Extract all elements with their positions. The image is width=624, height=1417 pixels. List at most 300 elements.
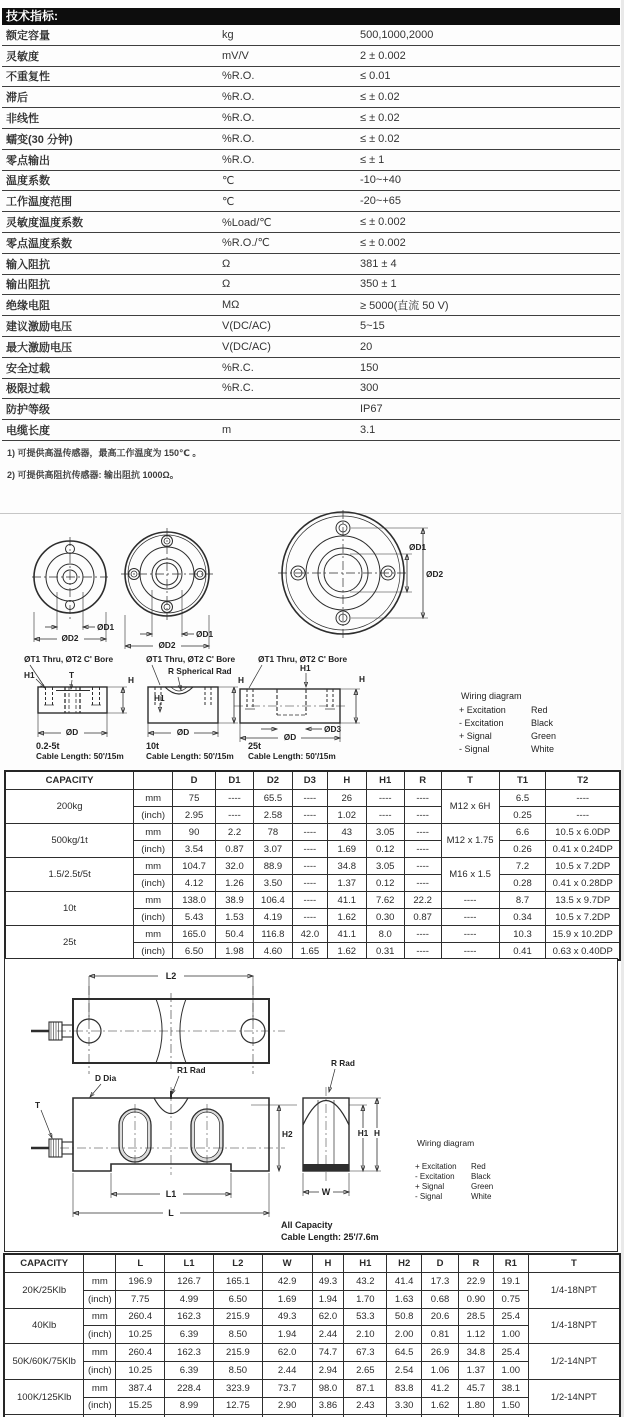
spec-value: 3.1	[360, 424, 376, 437]
beam-drawing-box	[4, 958, 618, 1252]
dim-cell: 162.3	[165, 1344, 214, 1362]
dim-row	[4, 1308, 620, 1326]
spec-value: ≤ 0.01	[360, 70, 391, 83]
dim-cell: 1.37	[327, 875, 366, 892]
dim-cell: 17.3	[422, 1273, 459, 1291]
spec-row	[2, 399, 620, 420]
dim-cell: 6.39	[165, 1361, 214, 1379]
dim-cell: 10.25	[116, 1326, 165, 1344]
dim-cell: 138.0	[173, 892, 216, 909]
dim-cell: 2.10	[344, 1326, 387, 1344]
dim-col-header	[134, 771, 173, 790]
dim-cell: 1.02	[327, 807, 366, 824]
unit-cell: mm	[134, 858, 173, 875]
spec-unit: kg	[222, 28, 234, 41]
dim-cell: 15.9 x 10.2DP	[546, 926, 620, 943]
variant-range: 25t	[248, 741, 262, 751]
wiring-color: Green	[471, 1182, 494, 1191]
dim-col-header: CAPACITY	[5, 771, 134, 790]
dim-cell: 0.75	[493, 1290, 528, 1308]
dim-cell: 1.06	[422, 1361, 459, 1379]
wiring-diagram	[459, 691, 556, 754]
dim-cell: 6.6	[499, 824, 546, 841]
dim-cell: 1.70	[344, 1290, 387, 1308]
dim-cell: 8.7	[499, 892, 546, 909]
dim-cell: 50.8	[387, 1308, 422, 1326]
dim-cell: 2.2	[216, 824, 254, 841]
dim-cell: 7.2	[499, 858, 546, 875]
spec-row	[2, 233, 620, 254]
wiring-color: Black	[471, 1172, 491, 1181]
dim-cell: ----	[292, 824, 327, 841]
wiring-color: White	[531, 744, 555, 754]
dim-cell: 10.5 x 7.2DP	[546, 909, 620, 926]
spec-name: 温度系数	[6, 175, 50, 188]
dim-cell: 3.05	[366, 824, 404, 841]
dim-col-header: D	[173, 771, 216, 790]
thread-cell: 1/2-14NPT	[528, 1379, 620, 1415]
dim-label-d: ØD	[176, 727, 190, 737]
top-view-large-cell	[278, 510, 443, 638]
spec-name: 额定容量	[6, 29, 50, 42]
wiring-signal: - Excitation	[459, 718, 504, 728]
dim-cell: ----	[404, 790, 441, 807]
dim-cell: 73.7	[262, 1379, 312, 1397]
wiring-title: Wiring diagram	[417, 1138, 475, 1148]
unit-cell: (inch)	[84, 1290, 116, 1308]
capacity-cell: 40Klb	[4, 1308, 84, 1344]
dim-cell: 2.58	[253, 807, 292, 824]
dim-cell: 20.6	[422, 1308, 459, 1326]
capacity-cell: 10t	[5, 892, 134, 926]
spec-name: 防护等级	[6, 404, 50, 417]
dim-cell: 260.4	[116, 1344, 165, 1362]
dim-label-d1: ØD1	[409, 542, 427, 552]
dim-label-d2: ØD2	[61, 633, 79, 643]
dim-row	[4, 1344, 620, 1362]
footnote: 1) 可提供高温传感器，最高工作温度为 150℃ 。	[7, 448, 202, 458]
dim-cell: 2.00	[387, 1326, 422, 1344]
dim-cell: 88.9	[253, 858, 292, 875]
dim-cell: 2.94	[312, 1361, 344, 1379]
thread-cell: 1/2-14NPT	[528, 1344, 620, 1380]
dim-cell: 0.90	[458, 1290, 493, 1308]
dim-cell: 0.34	[499, 909, 546, 926]
spherical-callout: R Spherical Rad	[168, 666, 232, 676]
capacity-cell: 50K/60K/75Klb	[4, 1344, 84, 1380]
dim-col-header: L	[116, 1254, 165, 1273]
dim-cell: 22.9	[458, 1273, 493, 1291]
capacity-cell: 20K/25Klb	[4, 1273, 84, 1309]
dim-cell: ----	[404, 875, 441, 892]
dim-cell: 8.0	[366, 926, 404, 943]
dim-cell: ----	[441, 943, 499, 961]
dim-col-header: CAPACITY	[4, 1254, 84, 1273]
dim-cell: 12.75	[213, 1397, 262, 1415]
dim-header-row	[4, 1254, 620, 1273]
dim-label-d3: ØD3	[324, 724, 342, 734]
dim-cell: ----	[216, 790, 254, 807]
dim-label-h: H	[128, 675, 134, 685]
spec-unit: %Load/℃	[222, 216, 272, 229]
unit-cell: mm	[134, 790, 173, 807]
dim-cell: 2.95	[173, 807, 216, 824]
dim-cell: 4.60	[253, 943, 292, 961]
spec-value: 20	[360, 340, 373, 353]
dim-cell: 10.25	[116, 1361, 165, 1379]
dim-cell: 10.3	[499, 926, 546, 943]
spec-name: 输入阻抗	[6, 258, 50, 271]
dim-cell: 65.5	[253, 790, 292, 807]
spec-row	[2, 150, 620, 171]
spec-unit: %R.O./℃	[222, 237, 270, 250]
spec-unit: %R.O.	[222, 112, 255, 125]
dim-cell: ----	[441, 892, 499, 909]
spec-row	[2, 171, 620, 192]
dim-label-r-rad: R Rad	[331, 1058, 355, 1068]
dim-cell: 26	[327, 790, 366, 807]
unit-cell: mm	[84, 1273, 116, 1291]
dim-cell: 62.0	[312, 1308, 344, 1326]
dim-col-header	[84, 1254, 116, 1273]
dim-col-header: H	[327, 771, 366, 790]
dim-row	[4, 1397, 620, 1415]
dim-col-header: T	[528, 1254, 620, 1273]
unit-cell: (inch)	[134, 909, 173, 926]
dim-cell: 42.9	[262, 1273, 312, 1291]
unit-cell: (inch)	[134, 841, 173, 858]
footnotes	[7, 446, 201, 490]
dim-cell: 0.31	[366, 943, 404, 961]
bore-callout: ØT1 Thru, ØT2 C' Bore	[258, 654, 348, 664]
dim-cell: 41.2	[422, 1379, 459, 1397]
dim-col-header: L1	[165, 1254, 214, 1273]
dim-col-header: H1	[344, 1254, 387, 1273]
dim-label-h: H	[359, 674, 365, 684]
dim-cell: ----	[366, 807, 404, 824]
wiring-signal: - Signal	[459, 744, 490, 754]
dim-cell: ----	[366, 790, 404, 807]
section-title-bar	[2, 8, 620, 25]
spec-name: 输出阻抗	[6, 279, 50, 292]
thread-cell: 1/4-18NPT	[528, 1273, 620, 1309]
dim-cell: 387.4	[116, 1379, 165, 1397]
dim-cell: 4.99	[165, 1290, 214, 1308]
capacity-cell: 25t	[5, 926, 134, 961]
dim-row	[5, 926, 620, 943]
dim-cell: 4.19	[253, 909, 292, 926]
dim-cell: ----	[216, 807, 254, 824]
dim-cell: 67.3	[344, 1344, 387, 1362]
dim-cell: 45.7	[458, 1379, 493, 1397]
dim-label-l2: L2	[165, 971, 177, 981]
spec-name: 灵敏度温度系数	[6, 217, 83, 230]
spec-name: 极限过载	[6, 383, 50, 396]
dim-cell: 6.50	[173, 943, 216, 961]
dim-cell: 196.9	[116, 1273, 165, 1291]
dim-cell: 1.62	[327, 943, 366, 961]
spec-unit: %R.O.	[222, 132, 255, 145]
dim-cell: 4.12	[173, 875, 216, 892]
dim-label-d: ØD	[65, 727, 79, 737]
all-capacity-label: All Capacity	[281, 1220, 333, 1230]
top-view-small-cell	[32, 537, 114, 643]
dim-cell: 104.7	[173, 858, 216, 875]
wiring-title: Wiring diagram	[461, 691, 522, 701]
unit-cell: mm	[134, 926, 173, 943]
dim-cell: 19.1	[493, 1273, 528, 1291]
dim-cell: ----	[292, 875, 327, 892]
spec-name: 非线性	[6, 113, 39, 126]
dim-label-d2: ØD2	[158, 640, 176, 650]
dim-col-header: R	[458, 1254, 493, 1273]
dim-cell: ----	[404, 858, 441, 875]
dim-cell: 50.4	[216, 926, 254, 943]
dim-cell: 3.30	[387, 1397, 422, 1415]
dim-cell: 25.4	[493, 1308, 528, 1326]
wiring-color: Red	[471, 1162, 486, 1171]
spec-row	[2, 46, 620, 67]
dim-col-header: R1	[493, 1254, 528, 1273]
spec-row	[2, 25, 620, 46]
spec-name: 灵敏度	[6, 50, 39, 63]
side-view-25t	[234, 654, 365, 761]
spec-name: 滞后	[6, 92, 28, 105]
dim-cell: 8.50	[213, 1326, 262, 1344]
dim-cell: 34.8	[458, 1344, 493, 1362]
wiring-signal: - Signal	[415, 1192, 443, 1201]
dim-cell: 3.86	[312, 1397, 344, 1415]
dim-cell: ----	[404, 926, 441, 943]
dim-cell: 1.65	[292, 943, 327, 961]
side-view-10t	[146, 654, 244, 761]
dim-cell: 1.62	[327, 909, 366, 926]
dim-row	[4, 1361, 620, 1379]
capacity-cell: 1.5/2.5t/5t	[5, 858, 134, 892]
dim-cell: 2.65	[344, 1361, 387, 1379]
unit-cell: (inch)	[134, 943, 173, 961]
dim-cell: 8.99	[165, 1397, 214, 1415]
spec-name: 蠕变(30 分钟)	[6, 133, 73, 146]
dim-cell: 165.1	[213, 1273, 262, 1291]
dim-cell: 0.81	[422, 1326, 459, 1344]
dim-cell: 3.05	[366, 858, 404, 875]
dim-cell: 22.2	[404, 892, 441, 909]
dim-cell: 215.9	[213, 1344, 262, 1362]
unit-cell: mm	[134, 824, 173, 841]
dimension-table-imperial	[3, 1253, 621, 1417]
spec-unit: ℃	[222, 174, 235, 187]
dim-cell: 0.25	[499, 807, 546, 824]
variant-range: 0.2-5t	[36, 741, 60, 751]
dim-cell: 126.7	[165, 1273, 214, 1291]
dim-col-header: H	[312, 1254, 344, 1273]
dim-cell: 49.3	[312, 1273, 344, 1291]
dim-row	[5, 892, 620, 909]
spec-row	[2, 295, 620, 316]
spec-unit: %R.O.	[222, 153, 255, 166]
unit-cell: mm	[134, 892, 173, 909]
spec-value: ≤ ± 0.02	[360, 132, 400, 145]
spec-unit: Ω	[222, 278, 231, 291]
dim-cell: 0.41 x 0.28DP	[546, 875, 620, 892]
spec-unit: Ω	[222, 257, 231, 270]
spec-value: ≤ ± 0.002	[360, 236, 406, 249]
dimension-table-metric	[4, 770, 621, 961]
beam-end-view	[303, 1058, 383, 1197]
top-view-medium-cell	[121, 528, 213, 650]
dim-cell: 0.30	[366, 909, 404, 926]
dim-label-d: ØD	[283, 732, 297, 742]
unit-cell: (inch)	[84, 1361, 116, 1379]
footnote: 2) 可提供高阻抗传感器: 输出阻抗 1000Ω。	[7, 470, 179, 480]
dim-cell: 38.9	[216, 892, 254, 909]
dim-label-t: T	[35, 1100, 41, 1110]
dim-label-d2: ØD2	[426, 569, 444, 579]
spec-unit: ℃	[222, 195, 235, 208]
unit-cell: (inch)	[134, 875, 173, 892]
dim-cell: ----	[292, 858, 327, 875]
dim-cell: ----	[404, 807, 441, 824]
page-title: 技术指标:	[6, 9, 58, 23]
dim-cell: ----	[292, 892, 327, 909]
variant-cable: Cable Length: 50'/15m	[146, 751, 234, 761]
dim-cell: ----	[404, 943, 441, 961]
spec-unit: V(DC/AC)	[222, 340, 271, 353]
spec-value: 150	[360, 361, 379, 374]
spec-row	[2, 129, 620, 150]
spec-unit: %R.C.	[222, 382, 254, 395]
thread-cell: M12 x 1.75	[441, 824, 499, 858]
dim-cell: 0.68	[422, 1290, 459, 1308]
dim-cell: 165.0	[173, 926, 216, 943]
spec-name: 零点温度系数	[6, 237, 72, 250]
dim-cell: ----	[404, 824, 441, 841]
dim-col-header: R	[404, 771, 441, 790]
bore-callout: ØT1 Thru, ØT2 C' Bore	[146, 654, 236, 664]
dim-cell: 6.50	[213, 1290, 262, 1308]
dim-cell: 0.87	[404, 909, 441, 926]
dim-cell: 6.39	[165, 1326, 214, 1344]
dim-row	[4, 1326, 620, 1344]
spec-value: ≤ ± 0.02	[360, 91, 400, 104]
dim-label-w: W	[321, 1187, 331, 1197]
dim-cell: 0.41	[499, 943, 546, 961]
dim-cell: 43.2	[344, 1273, 387, 1291]
dim-label-h1: H1	[24, 670, 35, 680]
dim-cell: 228.4	[165, 1379, 214, 1397]
dim-header-row	[5, 771, 620, 790]
spec-row	[2, 67, 620, 88]
dim-cell: 87.1	[344, 1379, 387, 1397]
dim-row	[5, 790, 620, 807]
spec-row	[2, 420, 620, 441]
dim-label-h1: H1	[300, 663, 311, 673]
dim-cell: 53.3	[344, 1308, 387, 1326]
dim-col-header: H2	[387, 1254, 422, 1273]
spec-row	[2, 358, 620, 379]
unit-cell: mm	[84, 1379, 116, 1397]
dim-label-d1: ØD1	[196, 629, 214, 639]
wiring-diagram	[415, 1138, 493, 1201]
dim-col-header: T2	[546, 771, 620, 790]
spec-name: 绝缘电阻	[6, 300, 50, 313]
spec-row	[2, 316, 620, 337]
dim-row	[4, 1379, 620, 1397]
dim-cell: 8.50	[213, 1361, 262, 1379]
dim-col-header: D	[422, 1254, 459, 1273]
dim-cell: 2.44	[262, 1361, 312, 1379]
dim-cell: ----	[441, 909, 499, 926]
dim-cell: 28.5	[458, 1308, 493, 1326]
dim-cell: ----	[546, 807, 620, 824]
beam-cell-drawing	[5, 959, 617, 1249]
dim-label-d-dia: D Dia	[95, 1073, 117, 1083]
spec-value: ≤ ± 0.02	[360, 112, 400, 125]
dim-label-d1: ØD1	[97, 622, 115, 632]
dim-cell: 78	[253, 824, 292, 841]
unit-cell: (inch)	[84, 1397, 116, 1415]
dim-cell: 38.1	[493, 1379, 528, 1397]
dim-label-h1: H1	[154, 693, 165, 703]
dim-cell: 64.5	[387, 1344, 422, 1362]
dim-cell: 1.37	[458, 1361, 493, 1379]
cable-length-label: Cable Length: 25'/7.6m	[281, 1232, 379, 1242]
dim-cell: ----	[546, 790, 620, 807]
dim-cell: 34.8	[327, 858, 366, 875]
dim-cell: 74.7	[312, 1344, 344, 1362]
spec-value: 300	[360, 382, 379, 395]
variant-cable: Cable Length: 50'/15m	[248, 751, 336, 761]
dim-cell: 3.07	[253, 841, 292, 858]
dim-cell: 3.50	[253, 875, 292, 892]
spec-value: ≤ ± 0.002	[360, 216, 406, 229]
wiring-color: Black	[531, 718, 554, 728]
bore-callout: ØT1 Thru, ØT2 C' Bore	[24, 654, 114, 664]
unit-cell: mm	[84, 1344, 116, 1362]
dim-cell: 41.1	[327, 926, 366, 943]
dim-cell: 3.54	[173, 841, 216, 858]
dim-col-header: D2	[253, 771, 292, 790]
dim-label-l: L	[168, 1208, 174, 1218]
dim-cell: 5.43	[173, 909, 216, 926]
spec-value: 500,1000,2000	[360, 28, 434, 41]
beam-side-view	[31, 1065, 297, 1218]
dim-cell: ----	[404, 841, 441, 858]
dim-cell: 62.0	[262, 1344, 312, 1362]
dim-cell: 90	[173, 824, 216, 841]
spec-value: 381 ± 4	[360, 257, 397, 270]
wiring-color: White	[471, 1192, 492, 1201]
dim-cell: 1.50	[493, 1397, 528, 1415]
thread-cell: 1/4-18NPT	[528, 1308, 620, 1344]
spec-value: 5~15	[360, 320, 385, 333]
dim-cell: 49.3	[262, 1308, 312, 1326]
dim-cell: 10.5 x 6.0DP	[546, 824, 620, 841]
dim-cell: 215.9	[213, 1308, 262, 1326]
spec-unit: %R.C.	[222, 361, 254, 374]
spec-name: 最大激励电压	[6, 341, 72, 354]
spec-unit: %R.O.	[222, 70, 255, 83]
dim-col-header: H1	[366, 771, 404, 790]
dim-cell: 1.69	[327, 841, 366, 858]
dim-cell: 0.41 x 0.24DP	[546, 841, 620, 858]
dim-cell: 1.63	[387, 1290, 422, 1308]
dim-cell: ----	[292, 790, 327, 807]
spec-row	[2, 108, 620, 129]
dim-cell: 260.4	[116, 1308, 165, 1326]
dim-col-header: W	[262, 1254, 312, 1273]
